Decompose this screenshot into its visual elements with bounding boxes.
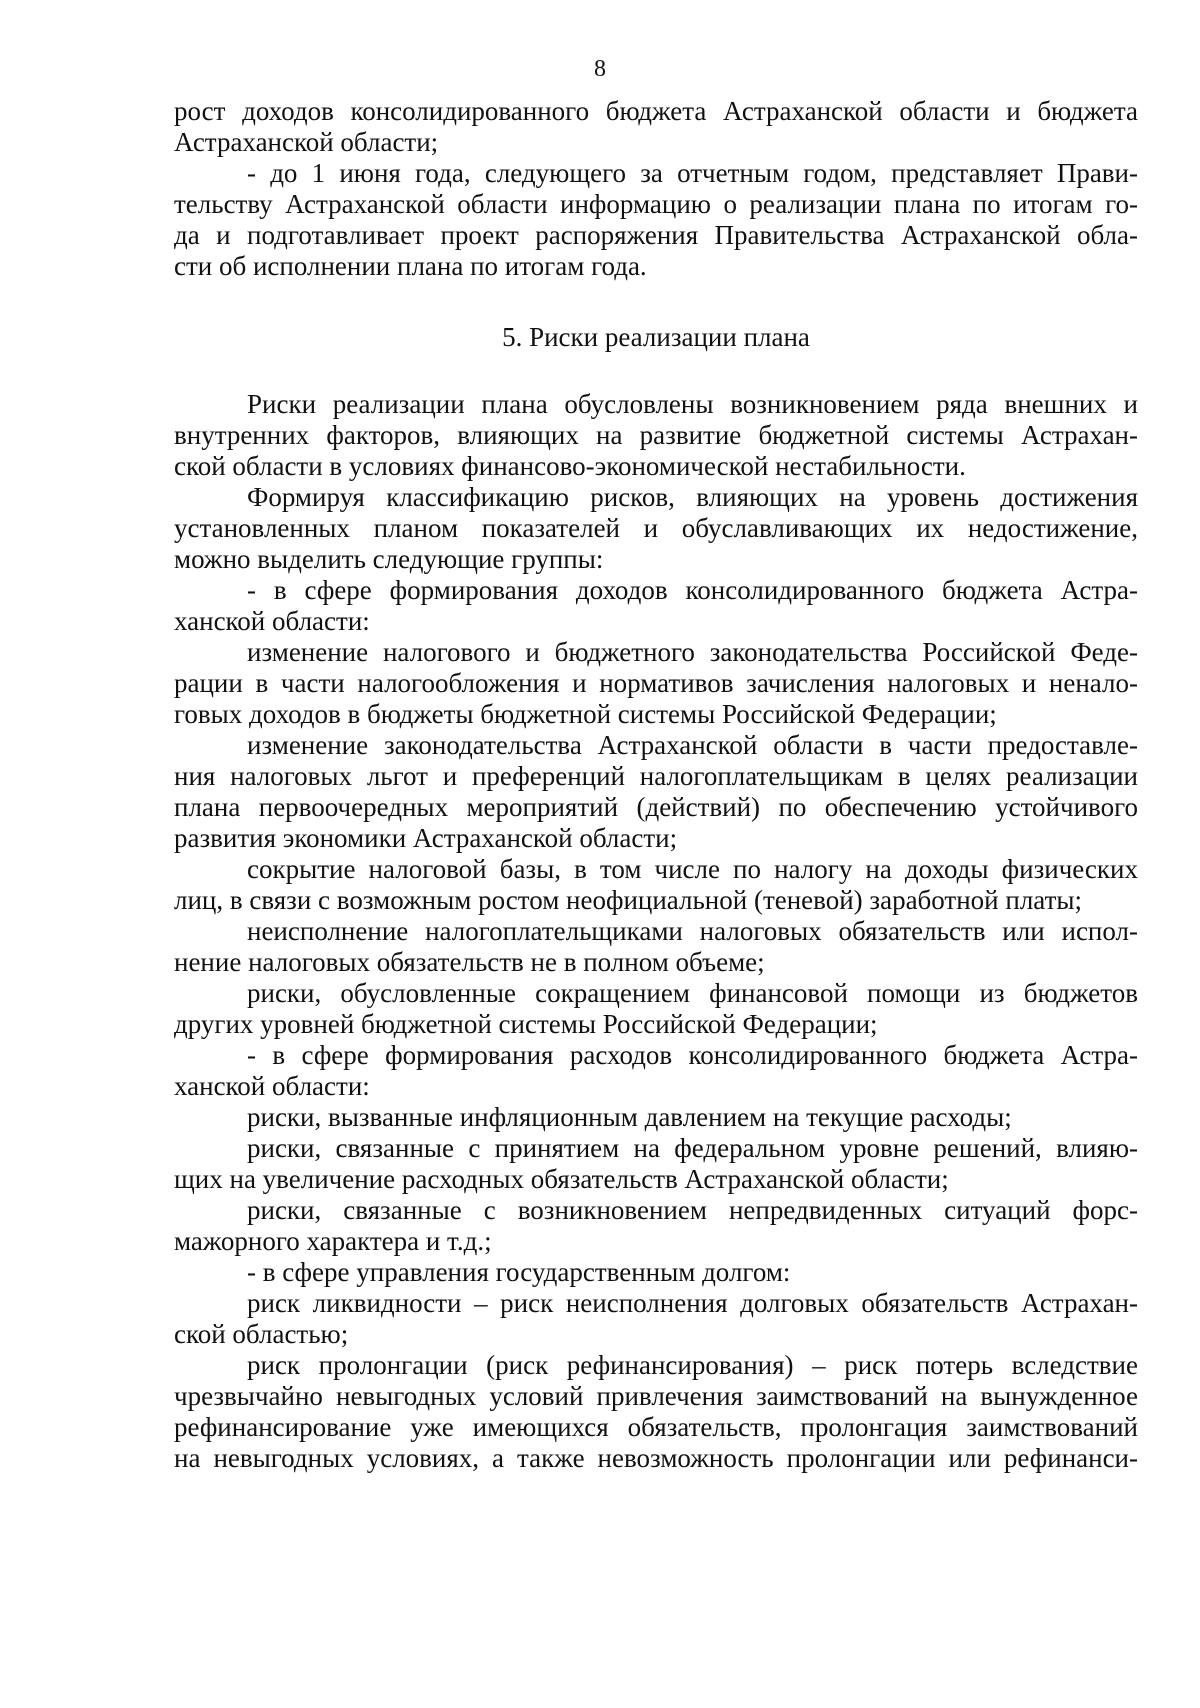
text-line: ской области в условиях финансово-экономической нестабильности. xyxy=(174,451,966,481)
main-paragraphs xyxy=(174,389,1138,1474)
text-line: щих на увеличение расходных обязательств Астраханской области; xyxy=(174,1164,949,1194)
paragraph xyxy=(174,389,1138,482)
text-line: других уровней бюджетной системы Российской Федерации; xyxy=(174,1009,878,1039)
text-line: Риски реализации плана обусловлены возникновением ряда внешних и xyxy=(247,389,1138,419)
text-line: Формируя классификацию рисков, влияющих на уровень достижения xyxy=(247,482,1138,512)
paragraph xyxy=(174,1040,1138,1102)
text-line: мажорного характера и т.д.; xyxy=(174,1226,492,1256)
text-line: нение налоговых обязательств не в полном объеме; xyxy=(174,947,765,977)
text-line: ханской области: xyxy=(174,606,370,636)
text-line: неисполнение налогоплательщиками налоговых обязательств или испол- xyxy=(247,916,1138,946)
text-line: изменение законодательства Астраханской области в части предоставле- xyxy=(247,730,1138,760)
text-line: риски, вызванные инфляционным давлением на текущие расходы; xyxy=(247,1102,1012,1132)
text-line: да и подготавливает проект распоряжения Правительства Астраханской обла- xyxy=(174,220,1138,250)
text-line: риски, связанные с принятием на федеральном уровне решений, влияю- xyxy=(247,1133,1138,1163)
paragraph-top-0 xyxy=(174,96,1138,158)
text-line: риски, связанные с возникновением непредвиденных ситуаций форс- xyxy=(247,1195,1138,1225)
paragraph xyxy=(174,854,1138,916)
text-line: чрезвычайно невыгодных условий привлечения заимствований на вынужденное xyxy=(174,1381,1138,1411)
text-line: на невыгодных условиях, а также невозможность пролонгации или рефинанси- xyxy=(174,1443,1138,1473)
text-line: - в сфере формирования расходов консолидированного бюджета Астра- xyxy=(247,1040,1138,1070)
paragraph-top-1 xyxy=(174,158,1138,282)
text-line: - в сфере формирования доходов консолидированного бюджета Астра- xyxy=(247,575,1138,605)
text-line: Астраханской области; xyxy=(174,127,439,157)
paragraph xyxy=(174,1102,1138,1133)
paragraph xyxy=(174,1288,1138,1350)
text-line: риски, обусловленные сокращением финансовой помощи из бюджетов xyxy=(247,978,1138,1008)
text-line: можно выделить следующие группы: xyxy=(174,544,604,574)
paragraph xyxy=(174,482,1138,575)
text-line: тельству Астраханской области информацию о реализации плана по итогам го- xyxy=(174,189,1138,219)
text-line: - до 1 июня года, следующего за отчетным годом, представляет Прави- xyxy=(247,158,1138,188)
text-line: внутренних факторов, влияющих на развитие бюджетной системы Астрахан- xyxy=(174,420,1138,450)
paragraph xyxy=(174,978,1138,1040)
text-line: развития экономики Астраханской области; xyxy=(174,823,678,853)
text-line: сти об исполнении плана по итогам года. xyxy=(174,251,647,281)
paragraph xyxy=(174,575,1138,637)
text-line: установленных планом показателей и обуславливающих их недостижение, xyxy=(174,513,1138,543)
section-heading: 5. Риски реализации плана xyxy=(502,322,810,352)
text-line: - в сфере управления государственным долгом: xyxy=(247,1257,791,1287)
text-line: говых доходов в бюджеты бюджетной системы Российской Федерации; xyxy=(174,699,997,729)
text-line: ской областью; xyxy=(174,1319,349,1349)
text-line: ханской области: xyxy=(174,1071,370,1101)
paragraph xyxy=(174,1350,1138,1474)
text-line: рост доходов консолидированного бюджета Астраханской области и бюджета xyxy=(174,96,1138,126)
page-number: 8 xyxy=(594,56,606,82)
text-line: риск ликвидности – риск неисполнения долговых обязательств Астрахан- xyxy=(247,1288,1138,1318)
paragraph xyxy=(174,1133,1138,1195)
paragraph xyxy=(174,730,1138,854)
text-line: ния налоговых льгот и преференций налогоплательщикам в целях реализации xyxy=(174,761,1138,791)
paragraph xyxy=(174,916,1138,978)
text-line: лиц, в связи с возможным ростом неофициальной (теневой) заработной платы; xyxy=(174,885,1083,915)
text-line: рации в части налогообложения и нормативов зачисления налоговых и ненало- xyxy=(174,668,1138,698)
paragraph xyxy=(174,1257,1138,1288)
text-line: рефинансирование уже имеющихся обязательств, пролонгация заимствований xyxy=(174,1412,1138,1442)
text-line: сокрытие налоговой базы, в том числе по налогу на доходы физических xyxy=(247,854,1138,884)
text-line: изменение налогового и бюджетного законодательства Российской Феде- xyxy=(247,637,1138,667)
paragraph xyxy=(174,1195,1138,1257)
text-line: риск пролонгации (риск рефинансирования) – риск потерь вследствие xyxy=(247,1350,1138,1380)
document-body xyxy=(174,96,1138,1474)
paragraph xyxy=(174,637,1138,730)
text-line: плана первоочередных мероприятий (действий) по обеспечению устойчивого xyxy=(174,792,1138,822)
